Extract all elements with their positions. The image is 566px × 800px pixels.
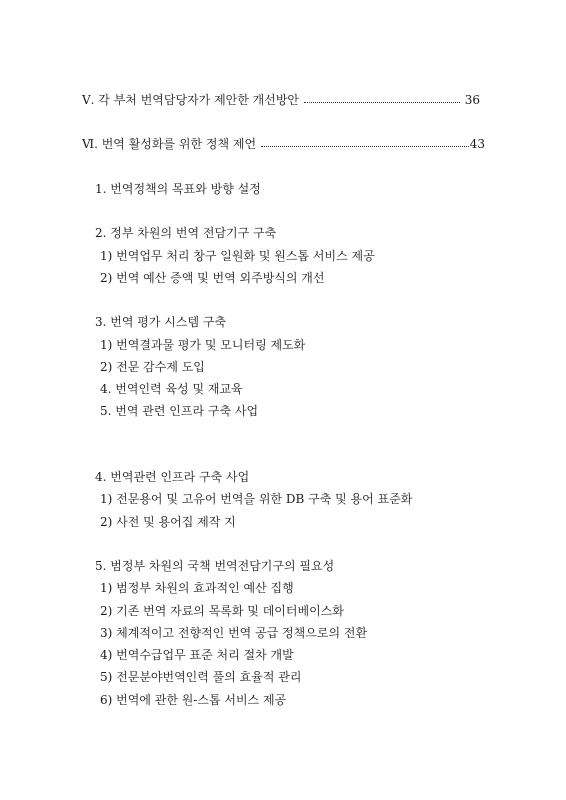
list-item: 2) 전문 감수제 도입 bbox=[100, 360, 205, 374]
list-item: 3) 체계적이고 전향적인 번역 공급 정책으로의 전환 bbox=[100, 626, 368, 640]
section-title-3: 3. 번역 평가 시스템 구축 bbox=[95, 315, 227, 329]
list-item: 2) 기존 번역 자료의 목록화 및 데이터베이스화 bbox=[100, 604, 344, 618]
section-title-5: 5. 범정부 차원의 국책 번역전담기구의 필요성 bbox=[95, 559, 335, 573]
list-item: 5. 번역 관련 인프라 구축 사업 bbox=[100, 404, 259, 418]
list-item: 1) 범정부 차원의 효과적인 예산 집행 bbox=[100, 581, 294, 595]
toc-entry-chapter-5[interactable] bbox=[82, 92, 480, 108]
list-item: 1) 번역업무 처리 창구 일원화 및 원스톱 서비스 제공 bbox=[100, 249, 375, 263]
list-item: 4) 번역수급업무 표준 처리 절차 개발 bbox=[100, 648, 294, 662]
list-item: 6) 번역에 관한 원-스톱 서비스 제공 bbox=[100, 693, 287, 707]
toc-leader-dots bbox=[304, 102, 460, 103]
toc-entry-label: Ⅴ. 각 부처 번역담당자가 제안한 개선방안 bbox=[82, 93, 300, 107]
section-title-4: 4. 번역관련 인프라 구축 사업 bbox=[95, 470, 250, 484]
list-item: 2) 사전 및 용어집 제작 지 bbox=[100, 515, 236, 529]
toc-leader-dots bbox=[261, 146, 469, 147]
section-title-1: 1. 번역정책의 목표와 방향 설정 bbox=[95, 182, 261, 196]
list-item: 4. 번역인력 육성 및 재교육 bbox=[100, 382, 243, 396]
list-item: 2) 번역 예산 증액 및 번역 외주방식의 개선 bbox=[100, 271, 325, 285]
toc-entry-chapter-6[interactable] bbox=[82, 136, 485, 152]
toc-entry-page: 43 bbox=[469, 137, 485, 151]
list-item: 1) 전문용어 및 고유어 번역을 위한 DB 구축 및 용어 표준화 bbox=[100, 492, 413, 506]
list-item: 5) 전문분야번역인력 풀의 효율적 관리 bbox=[100, 670, 302, 684]
toc-entry-label: Ⅵ. 번역 활성화를 위한 정책 제언 bbox=[82, 137, 257, 151]
section-title-2: 2. 정부 차원의 번역 전담기구 구축 bbox=[95, 226, 277, 240]
list-item: 1) 번역결과물 평가 및 모니터링 제도화 bbox=[100, 338, 306, 352]
toc-entry-page: 36 bbox=[464, 93, 480, 107]
